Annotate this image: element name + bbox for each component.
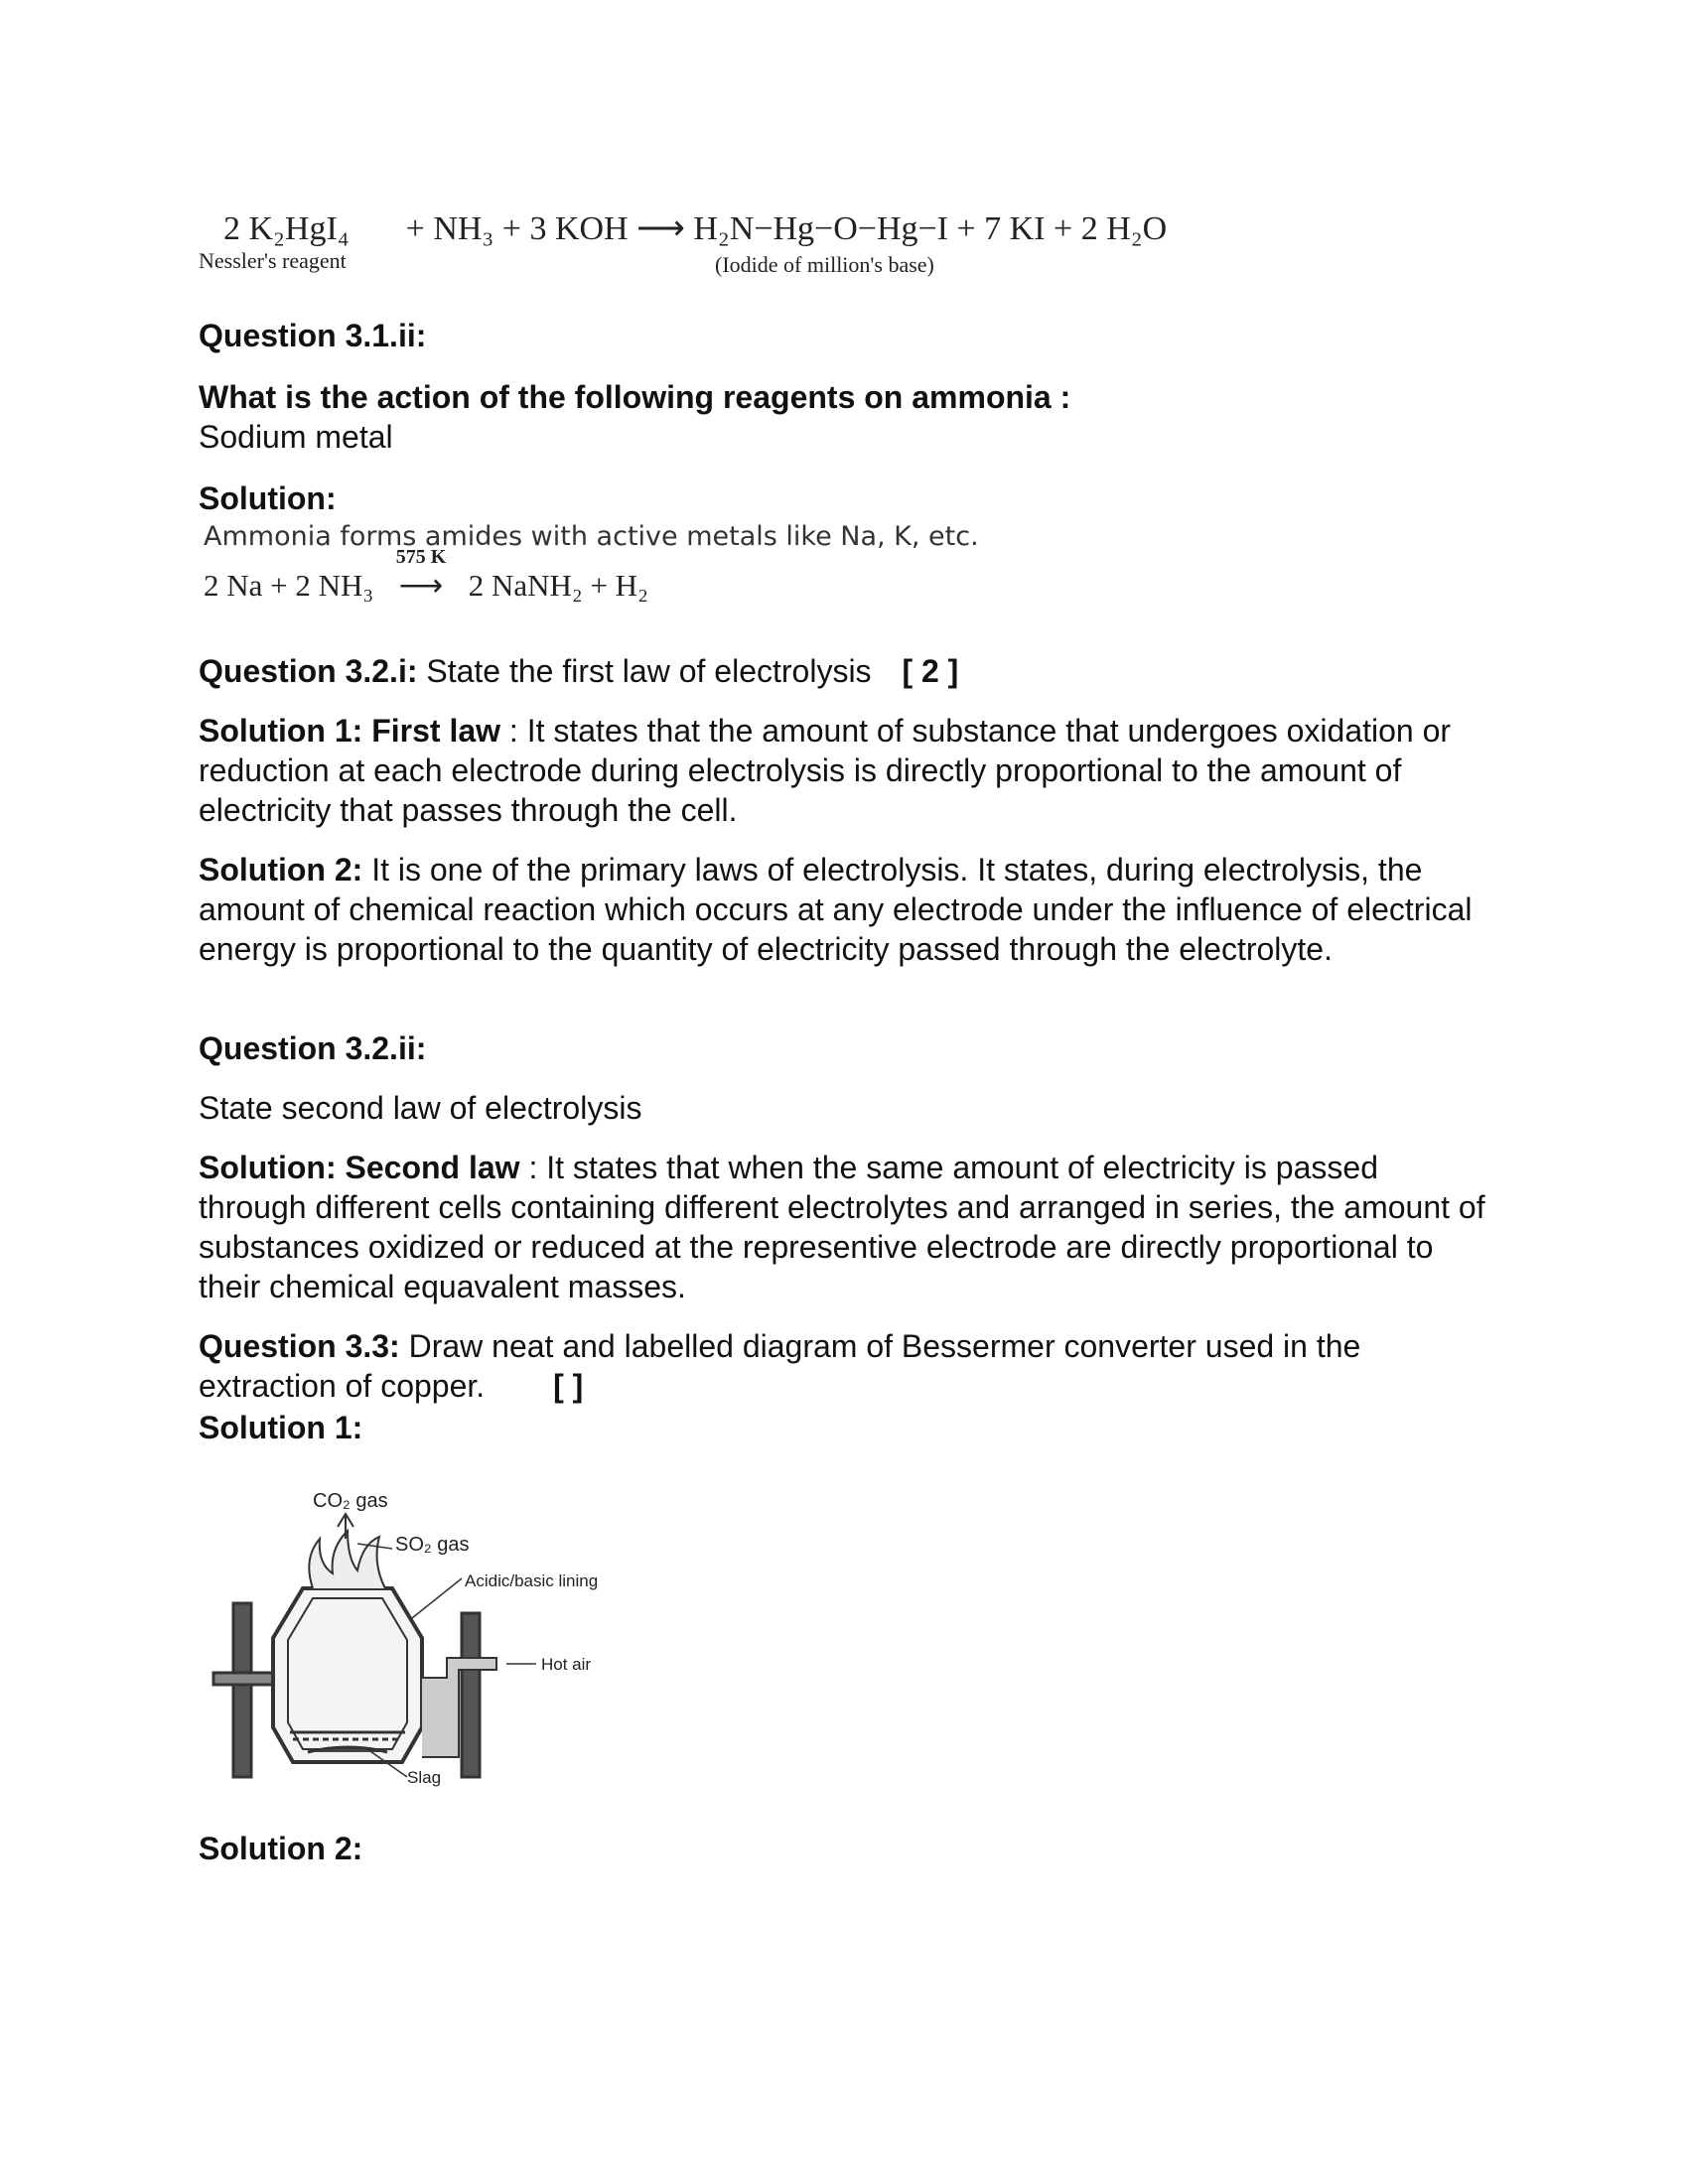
equation-reactants: 2 Na + 2 NH₃ [204, 568, 374, 603]
nessler-reagent-label: Nessler's reagent [199, 248, 347, 273]
solution-2-label: Solution 2: [199, 1831, 363, 1866]
so2-gas-label: SO₂ gas [395, 1534, 470, 1556]
solution-1-label: Solution 1: [199, 1410, 363, 1445]
solution-label: Solution: [199, 1150, 337, 1185]
left-support-pillar [233, 1603, 251, 1777]
nessler-reagent-formula: 2 K₂HgI₄ [223, 210, 350, 247]
nessler-equation [223, 208, 1167, 248]
question-3-1-ii-title: Question 3.1.ii: [199, 318, 427, 353]
solution-second-law [199, 1148, 1489, 1306]
solution-2-first-law [199, 850, 1489, 969]
question-3-2-ii-text: State second law of electrolysis [199, 1090, 642, 1126]
question-3-2-i-title: Question 3.2.i: [199, 653, 418, 689]
solution-2-label: Solution 2: [199, 852, 363, 887]
solution-2-text: It is one of the primary laws of electrolysis. It states, during electrolysis, the amount of chemical reaction which occurs at any electrode under the influence of electrical energy is proportional to the quantity of electricity passed through the electrolyte. [199, 852, 1473, 967]
question-3-2-i [199, 651, 958, 691]
hot-air-label: Hot air [541, 1655, 592, 1674]
first-law-label: First law [371, 713, 501, 749]
question-3-2-ii-title: Question 3.2.ii: [199, 1030, 427, 1066]
co2-gas-label: CO₂ gas [313, 1490, 388, 1512]
question-3-2-i-text: State the first law of electrolysis [426, 653, 872, 689]
bessemer-converter-diagram [209, 1479, 665, 1797]
lining-label: Acidic/basic lining [465, 1571, 599, 1590]
second-law-label: Second law [345, 1150, 520, 1185]
slag-label: Slag [407, 1768, 442, 1787]
reaction-arrow: 575 K ⟶ [381, 568, 461, 604]
solution-label: Solution: [199, 480, 337, 516]
question-3-3 [199, 1326, 1489, 1406]
solution-1-label: Solution 1: [199, 713, 363, 749]
question-3-3-text: Draw neat and labelled diagram of Bessermer converter used in the extraction of copper. [199, 1328, 1361, 1404]
solution-text: Ammonia forms amides with active metals like Na, K, etc. [204, 521, 979, 552]
question-3-1-ii-item: Sodium metal [199, 419, 393, 455]
right-support-pillar [462, 1613, 480, 1777]
sodium-amide-equation [204, 546, 648, 604]
first-law-text: : It states that the amount of substance that undergoes oxidation or reduction at each electrode during electrolysis is directly proportional to the amount of electricity that passes through the cell. [199, 713, 1452, 828]
nessler-reaction: + NH₃ + 3 KOH ⟶ H₂N−Hg−O−Hg−I + 7 KI + 2 H₂O [405, 210, 1168, 247]
reaction-condition: 575 K [395, 546, 447, 568]
question-3-3-title: Question 3.3: [199, 1328, 400, 1364]
second-law-text: : It states that when the same amount of electricity is passed through different cells containing different electrolytes and arranged in series, the amount of substances oxidized or reduced at the representive electrode are directly proportional to their chemical equavalent masses. [199, 1150, 1485, 1304]
hot-air-pipe [422, 1658, 496, 1757]
left-axle [213, 1673, 273, 1685]
solution-1-first-law [199, 711, 1489, 830]
equation-products: 2 NaNH₂ + H₂ [468, 568, 648, 603]
question-3-1-ii-prompt: What is the action of the following reagents on ammonia : [199, 379, 1071, 415]
marks-badge: [ ] [553, 1368, 584, 1404]
nessler-product-label: (Iodide of million's base) [715, 252, 934, 277]
flames [309, 1531, 385, 1588]
marks-badge: [ 2 ] [902, 653, 959, 689]
